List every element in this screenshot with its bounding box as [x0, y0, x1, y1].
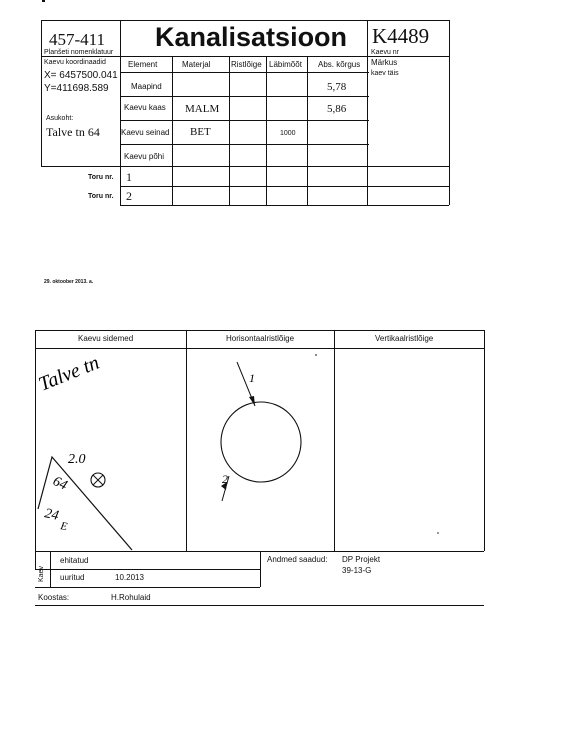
col-header-element: Element — [128, 60, 158, 69]
surveyed-value: 10.2013 — [115, 573, 144, 582]
remarks-value: kaev täis — [371, 70, 399, 77]
walls-diameter: 1000 — [280, 130, 296, 137]
scan-mark — [42, 0, 45, 2]
col-header-cross: Ristlõige — [231, 60, 262, 69]
row-label-ground: Maapind — [131, 82, 162, 91]
svg-text:E: E — [59, 520, 69, 534]
scan-speck — [437, 532, 439, 534]
coord-y: Y=411698.589 — [44, 83, 109, 94]
sketch-col-header-connections: Kaevu sidemed — [78, 334, 134, 343]
page-title: Kanalisatsioon — [155, 22, 348, 52]
coords-label: Kaevu koordinaadid — [44, 59, 106, 66]
pipe-2-number: 2 — [222, 472, 228, 486]
compiled-label: Koostas: — [38, 593, 70, 602]
handwriting-house: 64 — [50, 474, 70, 494]
connection-sketch — [36, 349, 186, 551]
scan-speck — [315, 354, 317, 356]
sketch-col-header-vertical: Vertikaalristlõige — [375, 334, 434, 343]
well-circle — [221, 402, 301, 482]
well-number: K4489 — [372, 24, 430, 48]
pipe-1-arrow — [249, 396, 255, 406]
pipe-value-2: 2 — [126, 189, 132, 203]
ground-height: 5,78 — [327, 81, 347, 93]
sheet-caption: Planšeti nomenklatuur — [44, 49, 114, 56]
row-label-walls: Kaevu seinad — [121, 128, 170, 137]
walls-material: BET — [190, 126, 211, 138]
pipe-value-1: 1 — [126, 170, 132, 184]
col-header-diameter: Läbimõõt — [269, 60, 302, 69]
remarks-label: Märkus — [371, 58, 398, 67]
street-edge — [38, 457, 132, 550]
pipe-label-1: Toru nr. — [88, 174, 114, 181]
cover-height: 5,86 — [327, 103, 347, 115]
sketch-col-header-horizontal: Horisontaalristlõige — [226, 334, 295, 343]
horizontal-section-sketch — [187, 349, 334, 551]
handwriting-other: 24 — [43, 506, 60, 524]
side-label-well: Kaev — [38, 566, 45, 582]
handwriting-street: Talve tn — [36, 351, 103, 396]
location-label: Asukoht: — [46, 115, 74, 122]
built-label: ehitatud — [60, 556, 89, 565]
source-value: DP Projekt — [342, 555, 381, 564]
col-header-material: Materjal — [182, 60, 211, 69]
col-header-height: Abs. kõrgus — [318, 60, 361, 69]
row-label-cover: Kaevu kaas — [124, 103, 166, 112]
handwriting-distance: 2.0 — [68, 452, 86, 467]
source-code: 39-13-G — [342, 566, 372, 575]
surveyed-label: uuritud — [60, 573, 85, 582]
well-number-caption: Kaevu nr — [371, 49, 400, 56]
pipe-label-2: Toru nr. — [88, 193, 114, 200]
sheet-number: 457-411 — [49, 30, 106, 49]
cover-material: MALM — [185, 103, 220, 115]
row-label-bottom: Kaevu põhi — [124, 152, 165, 161]
pipe-1-number: 1 — [249, 371, 255, 385]
compiled-value: H.Rohulaid — [111, 593, 151, 602]
date-stamp: 29. oktoober 2013. a. — [44, 279, 94, 285]
location-value: Talve tn 64 — [46, 125, 100, 139]
coord-x: X= 6457500.041 — [44, 70, 118, 81]
source-label: Andmed saadud: — [267, 555, 328, 564]
